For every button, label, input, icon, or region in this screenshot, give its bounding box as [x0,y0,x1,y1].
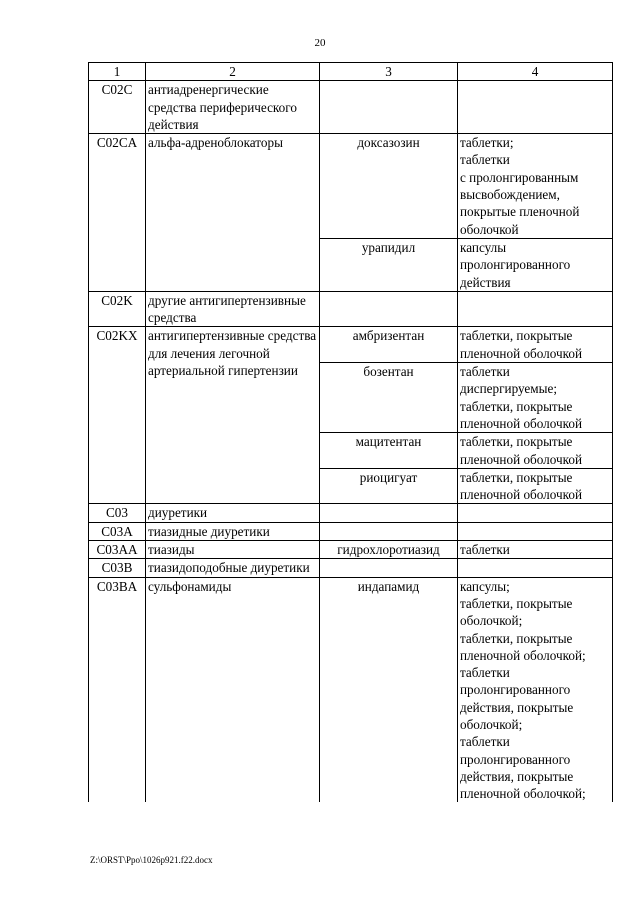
atc-code-cell: C02CA [89,134,146,292]
group-cell: тиазиды [146,541,320,559]
form-cell: таблетки диспергируемые; таблетки, покрытые пленочной оболочкой [458,363,613,433]
group-cell: тиазидоподобные диуретики [146,559,320,577]
group-cell: антигипертензивные средства для лечения легочной артериальной гипертензии [146,327,320,504]
form-cell: капсулы; таблетки, покрытые оболочкой; таблетки, покрытые пленочной оболочкой; таблетки пролонгированного действия, покрытые оболочкой; таблетки пролонгированного действия, покрытые пленочной оболочкой; [458,577,613,802]
drug-cell [320,81,458,134]
drug-cell: индапамид [320,577,458,802]
form-cell: капсулы пролонгированного действия [458,238,613,291]
form-cell [458,291,613,327]
drug-cell: риоцигуат [320,468,458,504]
form-cell: таблетки; таблетки с пролонгированным высвобождением, покрытые пленочной оболочкой [458,134,613,239]
form-cell: таблетки, покрытые пленочной оболочкой [458,468,613,504]
table-row [89,577,613,802]
drug-cell [320,522,458,540]
column-header: 4 [458,63,613,81]
table-header-row [89,63,613,81]
footer-file-path: Z:\ORST\Ppo\1026p921.f22.docx [90,855,213,865]
atc-code-cell: C03A [89,522,146,540]
form-cell [458,504,613,522]
group-cell: альфа-адреноблокаторы [146,134,320,292]
drug-cell: бозентан [320,363,458,433]
atc-code-cell: C02KX [89,327,146,504]
atc-code-cell: C02K [89,291,146,327]
group-cell: диуретики [146,504,320,522]
drug-cell: доксазозин [320,134,458,239]
table-row [89,291,613,327]
drug-table [88,62,613,802]
table-row [89,327,613,363]
column-header: 2 [146,63,320,81]
table-row [89,522,613,540]
drug-cell: гидрохлоротиазид [320,541,458,559]
atc-code-cell: C03 [89,504,146,522]
table-row [89,504,613,522]
drug-cell [320,291,458,327]
drug-cell [320,559,458,577]
group-cell: другие антигипертензивные средства [146,291,320,327]
drug-cell: мацитентан [320,433,458,469]
form-cell [458,559,613,577]
group-cell: антиадренергические средства периферического действия [146,81,320,134]
form-cell: таблетки, покрытые пленочной оболочкой [458,327,613,363]
atc-code-cell: C03B [89,559,146,577]
drug-cell [320,504,458,522]
atc-code-cell: C03AA [89,541,146,559]
column-header: 3 [320,63,458,81]
form-cell [458,522,613,540]
form-cell: таблетки, покрытые пленочной оболочкой [458,433,613,469]
table-row [89,559,613,577]
table-row [89,81,613,134]
drug-cell: урапидил [320,238,458,291]
atc-code-cell: C03BA [89,577,146,802]
table-row [89,541,613,559]
form-cell [458,81,613,134]
group-cell: тиазидные диуретики [146,522,320,540]
form-cell: таблетки [458,541,613,559]
column-header: 1 [89,63,146,81]
table-row [89,134,613,239]
page-number: 20 [314,37,326,49]
group-cell: сульфонамиды [146,577,320,802]
drug-cell: амбризентан [320,327,458,363]
atc-code-cell: C02C [89,81,146,134]
